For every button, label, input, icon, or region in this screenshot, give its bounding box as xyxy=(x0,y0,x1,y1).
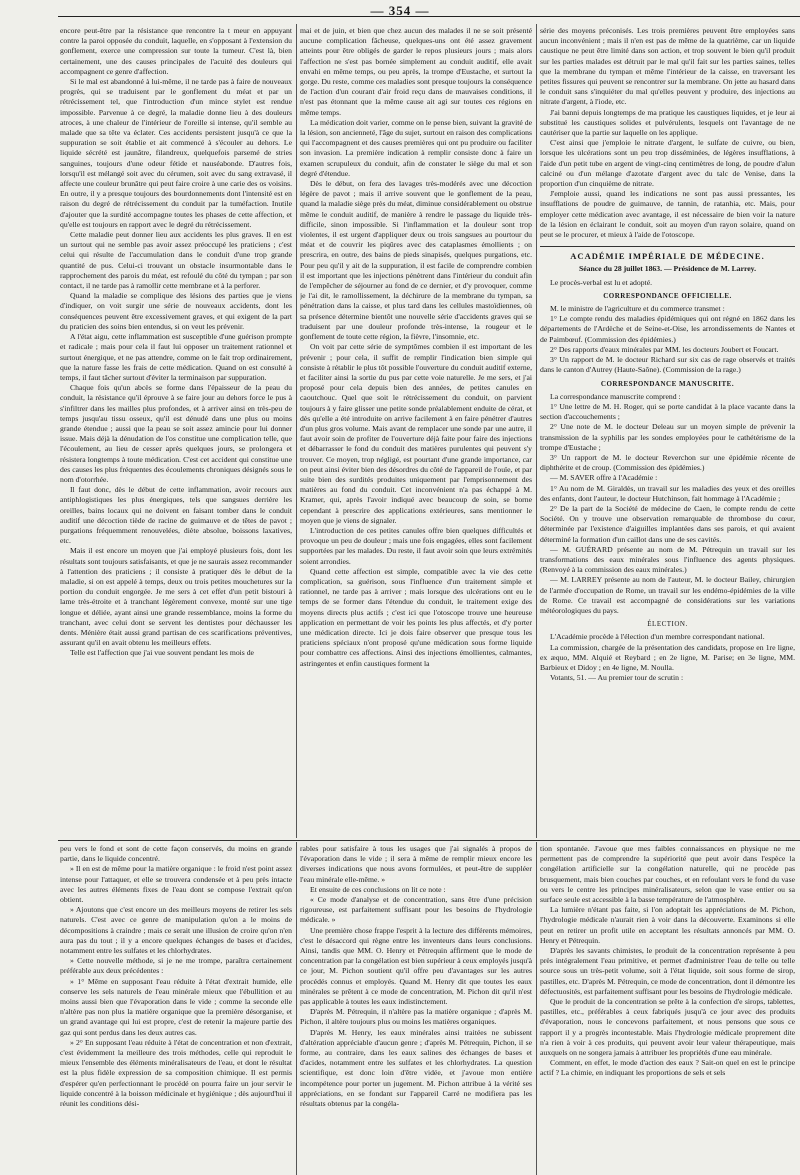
paragraph: La correspondance manuscrite comprend : xyxy=(550,391,681,401)
column-divider xyxy=(296,842,297,1175)
paragraph: D'après M. Pétrequin, il n'altère pas la matière organique ; d'après M. Pichon, il altère toujours plus ou moins les matières organiques. xyxy=(300,1007,532,1027)
correspondance-manuscrite-heading: CORRESPONDANCE MANUSCRITE. xyxy=(600,379,735,388)
paragraph: Quand la maladie se complique des lésions des parties que je viens d'indiquer, on voit surgir une série de nouveaux accidents, dont les conséquences peuvent être excessivement graves, et qui exigent de la part du praticien des soins bien entendus, si on veut les prévenir. xyxy=(60,291,292,331)
paragraph: Une première chose frappe l'esprit à la lecture des différents mémoires, c'est le désaccord qui règne entre les inventeurs dans leurs conclusions. Ainsi, tandis que MM. O. Henry et Pétrequin affirment que le mode de concentration par la congélation est bien supérieur à ceux employés jusqu'à ce jour, M. Pichon soutient qu'il offre peu d'avantages sur les autres procédés connus et employés. Quand M. Henry dit que toutes les eaux minérales se prêtent à ce mode de concentration, M. Pichon dit qu'il n'est pas applicable à toutes les eaux indistinctement. xyxy=(300,925,532,1007)
paragraph: » Cette nouvelle méthode, si je ne me trompe, paraîtra certainement préférable aux deux précédentes : xyxy=(60,956,292,976)
paragraph: Dès le début, on fera des lavages très-modérés avec une décoction légère de pavot ; mais il arrive souvent que le gonflement de la peau, quand la maladie siège près du méat, diminue considérablement ou obstrue même le conduit auditif, de manière à rendre le passage du liquide très-difficile, sinon impossible. Si l'inflammation et la douleur sont trop violentes, il est urgent d'appliquer deux ou trois sangsues au pourtour du méat et de couvrir les piqûres avec des cataplasmes émollients ; on prescrira, en outre, des bains de pieds sinapisés, quelques purgations, etc. Pour peu qu'il y ait de la suppuration, il est facile de comprendre combien il est important que les injections pénètrent dans l'intérieur du conduit afin de l'empêcher de séjourner au fond de ce dernier, et d'y provoquer, comme je l'ai dit, le ramollissement, la déchirure de la membrane du tympan, sa pénétration dans la caisse, et plus tard dans les cellules mastoïdiennes, où sa présence détermine bientôt une nouvelle série d'accidents graves qui se traduisent par une douleur profonde très-intense, la rougeur et le gonflement de toute cette région, la fièvre, l'insomnie, etc. xyxy=(300,179,532,342)
paragraph: 2° Une note de M. le docteur Deleau sur un moyen simple de prévenir la transmission de la syphilis par les sondes employées pour le cathétérisme de la trompe d'Eustache ; xyxy=(540,422,795,452)
column-2 xyxy=(300,26,532,836)
paragraph: série des moyens préconisés. Les trois premières peuvent être employées sans aucun inconvénient ; mais il n'en est pas de même de la quatrième, car un liquide caustique ne peut être limité dans son action, et trop souvent le bien qu'il produit sur les parties malades est détruit par le mal qu'il fait sur les parties saines, telles que la membrane du tympan et même l'intérieur de la caisse, en traversant les petites fissures qui peuvent se rencontrer sur la membrane. On jette au hasard dans le conduit sans s'inquiéter du mal qu'elles peuvent y produire, des injections au nitrate d'argent, à l'iode, etc. xyxy=(540,26,795,107)
paragraph: La médication doit varier, comme on le pense bien, suivant la gravité de la lésion, son ancienneté, l'âge du sujet, surtout en raison des complications qui l'accompagnent et des causes premières qui ont pu produire ou faciliter son invasion. La première indication à remplir consiste donc à faire un examen scrupuleux du conduit, afin de constater le siège du mal et son degré d'étendue. xyxy=(300,117,532,178)
seance-line: Séance du 28 juillet 1863. — Présidence de M. Larrey. xyxy=(578,264,757,274)
paragraph: M. le ministre de l'agriculture et du commerce transmet : xyxy=(550,304,725,314)
paragraph: A l'état aigu, cette inflammation est susceptible d'une guérison prompte et radicale ; mais pour cela il faut lui opposer un traitement rationnel et surtout énergique, et ne pas attendre, comme on le fait trop ordinairement, que la nature fasse les frais de cette médication. Quand on est consulté à temps, il faut tâcher surtout d'éviter la terminaison par suppuration. xyxy=(60,332,292,382)
paragraph: Mais il est encore un moyen que j'ai employé plusieurs fois, dont les résultats sont toujours satisfaisants, et que je ne saurais assez recommander à l'attention des praticiens ; il consiste à pratiquer dès le début de la maladie, si on est appelé à temps, deux ou trois petites mouchetures sur la portion du conduit engorgée. Je me sers à cet effet d'un petit bistouri à lame très-étroite et à tranchant légèrement convexe, monté sur une tige longue et déliée, ayant ainsi une grande ressemblance, moins la forme du tranchant, avec celui dont se servent les dentistes pour déchausser les dents. Ménière était aussi grand partisan de ces scarifications préventives, assurant qu'il en avait obtenu les meilleurs effets. xyxy=(60,546,292,648)
paragraph: C'est ainsi que j'emploie le nitrate d'argent, le sulfate de cuivre, ou bien, lorsque les ulcérations sont un peu trop disséminées, de légères insufflations, à l'aide d'un petit tube en argent de vingt-cinq centimètres de long, de poudre d'alun calciné ou d'un mélange d'azotate d'argent avec du talc de Venise, dans la proportion d'un cinquième de nitrate. xyxy=(540,138,795,189)
column-4 xyxy=(60,844,292,1174)
column-6 xyxy=(540,844,795,1174)
election-heading: ÉLECTION. xyxy=(647,620,688,629)
page-number: — 354 — xyxy=(370,3,430,18)
paragraph: Telle est l'affection que j'ai vue souvent pendant les mois de xyxy=(70,648,254,658)
paragraph: « Ce mode d'analyse et de concentration, sans être d'une précision rigoureuse, est parfaitement suffisant pour les besoins de l'hydrologie médicale. » xyxy=(300,895,532,925)
paragraph: La commission, chargée de la présentation des candidats, propose en 1re ligne, ex æquo, MM. Alquié et Reybard ; en 2e ligne, M. Parise; en 3e ligne, MM. Barbieux et Didoy ; en 4e ligne, M. Noulla. xyxy=(540,642,795,672)
paragraph: — M. SAVER offre à l'Académie : xyxy=(550,473,658,483)
paragraph: Il faut donc, dès le début de cette inflammation, avoir recours aux antiphlogistiques les plus énergiques, tels que sangsues derrière les oreilles, bains locaux qui ne doivent en faisant tomber dans le conduit auditif une décoction tiède de racine de guimauve et de têtes de pavot ; purgations fréquemment renouvelées, diète absolue, boissons laxatives, etc. xyxy=(60,485,292,546)
paragraph: Et ensuite de ces conclusions on lit ce note : xyxy=(310,884,446,894)
paragraph: rables pour satisfaire à tous les usages que j'ai signalés à propos de l'évaporation dans le vide ; il sera à même de remplir mieux encore les diverses indications que nous avons formulées, et peut-être de suppléer l'eau minérale elle-même. » xyxy=(300,844,532,884)
paragraph: 1° Le compte rendu des maladies épidémiques qui ont régné en 1862 dans les départements de l'Ardèche et de Seine-et-Oise, les arrondissements de Nantes et de Paimbœuf. (Commission des épidémies.) xyxy=(540,314,795,344)
paragraph: 2° De la part de la Société de médecine de Caen, le compte rendu de cette Société. On y trouve une observation remarquable de thrombose du cœur, déterminée par l'existence d'aiguilles implantées dans ses parois, et qui avaient déterminé la formation d'un caillot dans une de ses cavités. xyxy=(540,503,795,544)
paragraph: D'après les savants chimistes, le produit de la concentration représente à peu près intégralement l'eau primitive, et permet d'administrer l'eau de telle ou telle source sous un très-petit volume, soit à l'état liquide, soit sous forme de sirop, pastilles, etc. D'après M. Pétrequin, ce mode de concentration, dont il démontre les défectuosités, est parfaitement suffisant pour les besoins de l'hydrologie médicale. xyxy=(540,946,795,996)
paragraph: 1° Au nom de M. Giraldès, un travail sur les maladies des yeux et des oreilles des enfants, dont l'auteur, le docteur Hutchinson, fait hommage à l'Académie ; xyxy=(540,483,795,503)
paragraph: L'introduction de ces petites canules offre bien quelques difficultés et provoque un peu de douleur ; mais une fois engagées, elles sont facilement supportées par les malades. Du reste, il faut avoir soin que leurs extrémités soient arrondies. xyxy=(300,525,532,566)
paragraph: D'après M. Henry, les eaux minérales ainsi traitées ne subissent d'altération appréciable d'aucun genre ; d'après M. Pétrequin, Pichon, il se forme, au contraire, dans les eaux salines des échanges de bases et d'acides, notamment entre les sulfates et les chlorhydrates. La question scientifique, est donc loin d'être vidée, et j'avoue mon entière incompétence pour porter un jugement. M. Pichon attribue à la vérité ses appréciations, en se fondant sur l'appareil Carré ne modifiera pas les résultats obtenus par la congéla- xyxy=(300,1027,532,1109)
paragraph: — M. LARREY présente au nom de l'auteur, M. le docteur Bailey, chirurgien de l'armée d'occupation de Rome, un travail sur les endémo-épidémies de la ville de Rome. Ce travail est accompagné de considérations sur les variations météorologiques du pays. xyxy=(540,575,795,615)
column-divider xyxy=(536,24,537,838)
header-rule xyxy=(58,16,800,17)
paragraph: 3° Un rapport de M. le docteur Richard sur six cas de rage observés et traités dans le canton d'Autrey (Haute-Saône). (Commission de la rage.) xyxy=(540,355,795,375)
paragraph: La lumière n'étant pas faite, si l'on adoptait les appréciations de M. Pichon, l'hydrologie médicale n'aurait rien à voir dans la découverte. Examinons si elle peut en retirer un profit utile en acceptant les résultats annoncés par MM. O. Henry et Pétrequin. xyxy=(540,905,795,945)
paragraph: » 1° Même en supposant l'eau réduite à l'état d'extrait humide, elle conserve les sels naturels de l'eau minérale mieux que l'ébullition et au moins aussi bien que l'évaporation dans le vide ; comme la seconde elle n'altère pas non plus la matière organique que la première désorganise, et un grand avantage qui lui est propre, c'est de retenir la majeure partie des gaz qui sont perdus dans les deux autres cas. xyxy=(60,976,292,1037)
paragraph: Le procès-verbal est lu et adopté. xyxy=(550,277,653,287)
paragraph: encore peut-être par la résistance que rencontre la t meur en appuyant contre la paroi opposée du conduit, laquelle, en s'opposant à l'extension du gonflement, exerce une compression sur toute la tumeur. C'est là, bien certainement, une des causes principales de l'acuité des douleurs qui accompagnent ce genre d'affection. xyxy=(60,26,292,76)
paragraph: On voit par cette série de symptômes combien il est important de les prévenir ; pour cela, il suffit de remplir l'indication bien simple qui consiste à rétablir le plus tôt possible l'ouverture du conduit auditif externe, et faciliter ainsi la sortie du pus par cette voie naturelle. Je me sers, et j'ai proposé pour cela depuis bien des années, de petites canules en caoutchouc. Quel que soit le rétrécissement du conduit, on parvient toujours à y faire glisser une petite sonde préalablement enduite de cérat, et dès qu'elle a été introduite on arrive facilement à en faire pénétrer d'autres d'un plus gros volume. Mais avant de remplacer une sonde par une autre, il faut avoir soin de profiter de l'ouverture déjà faite pour faire des injections et débarrasser le fond du conduit des matières purulentes qui peuvent s'y trouver. Ce moyen, trop négligé, est pourtant d'une grande importance, car on peut ainsi éviter bien des désordres du côté de l'appareil de l'ouïe, et par suite bien des surdités produites uniquement par l'emprisonnement des matières au fond du conduit. Cet inconvénient n'a pas échappé à M. Kramer, qui, après l'avoir indiqué avec beaucoup de soin, se borne cependant à prescrire des applications extérieures, sans mentionner le moyen que je viens de signaler. xyxy=(300,342,532,525)
paragraph: Comment, en effet, le mode d'action des eaux ? Sait-on quel en est le principe actif ? La chimie, en indiquant les proportions de sels et sels xyxy=(540,1058,795,1078)
column-divider xyxy=(536,842,537,1175)
paragraph: 3° Un rapport de M. le docteur Reverchon sur une épidémie récente de diphthérite et de croup. (Commission des épidémies.) xyxy=(540,452,795,473)
paragraph: peu vers le fond et sont de cette façon conservés, du moins en grande partie, dans le liquide concentré. xyxy=(60,844,292,864)
paragraph: Quand cette affection est simple, compatible avec la vie des cette complication, sa guérison, sous l'influence d'un traitement simple et rationnel, ne tarde pas à arriver ; mais lorsque des ulcérations ont eu le temps de se former dans l'étendue du conduit, le traitement exige des moyens directs plus actifs ; c'est ici que l'otoscope trouve une heureuse application en permettant de voir les points les plus affectés, et d'y porter une médication directe. Ici je dois faire observer que presque tous les praticiens spéciaux n'ont proposé qu'une médication sous forme liquide pour combattre ces affections. Ainsi des injections émollientes, calmantes, astringentes et enfin caustiques forment la xyxy=(300,566,532,668)
paragraph: J'ai banni depuis longtemps de ma pratique les caustiques liquides, et je leur ai substitué les caustiques solides et pulvérulents, lesquels ont l'avantage de ne cautériser que la partie sur laquelle on les applique. xyxy=(540,107,795,138)
paragraph: tion spontanée. J'avoue que mes faibles connaissances en physique ne me permettent pas de comprendre la supériorité que peut avoir dans l'espèce la congélation artificielle sur la congélation naturelle, qui ne procède pas brusquement, mais bien couches par couches, et en refoulant vers le fond du vase ou vers le centre les principes minéralisateurs, selon que le vase entier ou sa surface seule est accessible à la basse température de l'atmosphère. xyxy=(540,844,795,905)
paragraph: Que le produit de la concentration se prête à la confection d'e sirops, tablettes, pastilles, etc., préférables à ceux fabriqués jusqu'à ce jour avec des produits d'évaporation, nous le concevons parfaitement, et nous pensons que sous ce rapport il y a progrès incontestable. Mais l'hydrologie médicale proprement dite n'a rien à voir à ces produits, qui peuvent avoir leur valeur thérapeutique, mais auxquels on ne songera jamais à attribuer les propriétés d'une eau minérale. xyxy=(540,997,795,1058)
paragraph: » Il en est de même pour la matière organique : le froid n'est point assez intense pour l'attaquer, et elle se trouvera condensée et à peu près intacte avec les autres éléments fixes de l'eau dont se compose l'extrait qu'on obtient. xyxy=(60,864,292,905)
paragraph: J'emploie aussi, quand les indications ne sont pas aussi pressantes, les insufflations de poudre de guimauve, de tannin, de ratanhia, etc. Mais, pour employer cette médication avec avantage, il est nécessaire de bien voir la nature de la lésion en éclairant le conduit, soit au moyen d'un rayon solaire, quand on peut se le procurer, et mieux à l'aide de l'otoscope. xyxy=(540,189,795,240)
column-3 xyxy=(540,26,795,836)
paragraph: mai et de juin, et bien que chez aucun des malades il ne se soit présenté aucune complication fâcheuse, quelques-uns ont été assez gravement atteints pour être obligés de garder le repos plusieurs jours ; mais alors l'affection ne s'est pas bornée simplement au conduit auditif, elle avait envahi en même temps, ou peu après, la trompe d'Eustache, et surtout la gorge. Du reste, comme ces maladies sont presque toujours la conséquence de l'action d'un courant d'air froid reçu dans de mauvaises conditions, il n'est pas étonnant que la même cause ait agi sur toutes ces régions en même temps. xyxy=(300,26,532,117)
column-1 xyxy=(60,26,292,836)
paragraph: 2° Des rapports d'eaux minérales par MM. les docteurs Joubert et Foucart. xyxy=(550,344,779,354)
paragraph: Chaque fois qu'un abcès se forme dans l'épaisseur de la peau du conduit, la résistance qu'il éprouve à se faire jour au dehors force le pus à s'infiltrer dans les mailles plus profondes, et à arriver ainsi en très-peu de temps jusqu'au tissu osseux, qu'il est dénudé dans une plus ou moins grande étendue ; aussi que la peau se soit assez amincie pour lui donner issue. Mais déjà la dénudation de l'os constitue une complication telle, que l'écoulement, au lieu de cesser après quelques jours, se prolongera et résistera longtemps à toute médication. C'est cet accident qui constitue une des causes les plus fréquentes des écoulements chroniques désignés sous le nom d'otorrhée. xyxy=(60,383,292,484)
column-5 xyxy=(300,844,532,1174)
paragraph: Cette maladie peut donner lieu aux accidents les plus graves. Il en est un surtout qui ne semble pas avoir assez préoccupé les praticiens ; c'est celui qui résulte de l'accumulation dans le conduit d'une trop grande quantité de pus. Celui-ci trouvant un obstacle insurmontable dans le rapprochement des parois du méat, est refoulé du côté du tympan ; par son contact, il ne tarde pas à ramollir cette membrane et à la perforer. xyxy=(60,230,292,291)
column-divider xyxy=(296,24,297,838)
paragraph: » 2° En supposant l'eau réduite à l'état de concentration et non d'extrait, c'est évidemment la meilleure des trois méthodes, celle qui reproduit le mieux l'ensemble des éléments minéralisateurs de l'eau, et dont le résultat est la plus fidèle expression de sa composition chimique. Il est permis d'espérer qu'en perfectionnant le procédé on pourra faire un jour servir le liquide concentré à la boisson médicinale et hygiénique ; dès aujourd'hui il réunit les conditions dési- xyxy=(60,1037,292,1109)
paragraph: L'Académie procède à l'élection d'un membre correspondant national. xyxy=(550,632,765,642)
paragraph: — M. GUÉRARD présente au nom de M. Pétrequin un travail sur les transformations des eaux minérales sous l'influence des agents physiques. (Renvoyé à la commission des eaux minérales.) xyxy=(540,544,795,575)
paragraph: Si le mal est abandonné à lui-même, il ne tarde pas à faire de nouveaux progrès, qui se traduisent par le gonflement du méat et par un rétrécissement tel, que l'introduction d'un mince stylet est rendue impossible. Parvenue à ce degré, la maladie donne lieu à des douleurs atroces, à une chaleur de l'intérieur de l'oreille si intense, qu'il semble au malade que sa tête va éclater. Ces accidents persistent jusqu'à ce que la suppuration se soit établie et ait commencé à s'écouler au dehors. Le liquide sécrété est jaunâtre, filandreux, quelquefois parsemé de stries sanguines, toujours d'une odeur fétide et nauséabonde. D'autres fois, lorsqu'il est mélangé soit avec du cérumen, soit avec du sang extravasé, il affecte une couleur brunâtre qui peut faire croire à une carie des os voisins. En outre, il y a presque toujours des bourdonnements dont l'intensité est en raison du degré de rétrécissement du conduit par la tuméfaction. Inutile d'ajouter que la surdité accompagne toutes les phases de cette affection, et qu'elle est toujours en rapport avec le degré du rétrécissement. xyxy=(60,77,292,229)
paragraph: 1° Une lettre de M. H. Roger, qui se porte candidat à la place vacante dans la section d'accouchements ; xyxy=(540,401,795,422)
paragraph: » Ajoutons que c'est encore un des meilleurs moyens de retirer les sels naturels. C'est avec ce genre de manipulation qu'on a le moins de décompositions à craindre ; mais ce serait une illusion de croire qu'on n'en aura pas du tout ; il y a encore quelques échanges de bases et d'acides, notamment entre les sulfates et les chlorhydrates. xyxy=(60,905,292,956)
page-header xyxy=(0,0,800,22)
correspondance-officielle-heading: CORRESPONDANCE OFFICIELLE. xyxy=(603,291,732,300)
academie-section-title: ACADÉMIE IMPÉRIALE DE MÉDECINE. xyxy=(540,246,795,261)
paragraph: Votants, 51. — Au premier tour de scrutin : xyxy=(550,673,684,683)
section-rule xyxy=(58,840,800,841)
